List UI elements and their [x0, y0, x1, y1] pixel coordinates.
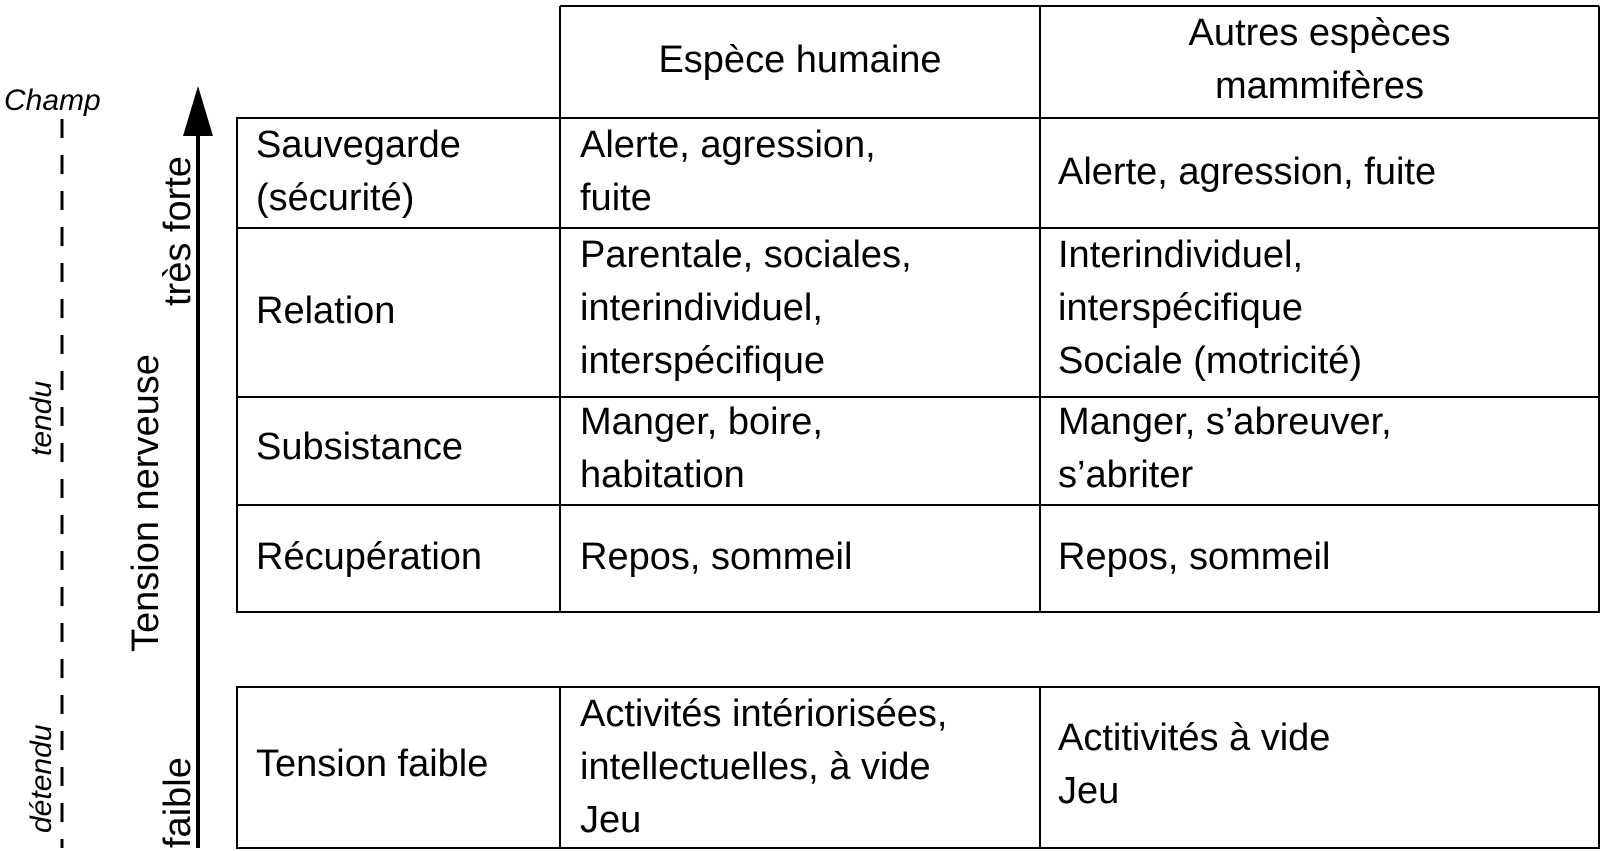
- tendu-label: tendu: [25, 373, 59, 464]
- cell-other-sauvegarde: Alerte, agression, fuite: [1058, 151, 1437, 193]
- cell-human-tension-faible: Activités intériorisées, intellectuelles, à vide Jeu: [580, 693, 948, 841]
- tres-forte-label: très forte: [157, 156, 199, 306]
- detendu-label: détendu: [25, 721, 59, 837]
- tension-axis-arrowhead: [183, 86, 213, 136]
- row-label-subsistance: Subsistance: [256, 426, 464, 468]
- row-label-relation: Relation: [256, 290, 396, 332]
- faible-label: faible: [157, 757, 199, 848]
- row-label-recuperation: Récupération: [256, 536, 483, 578]
- row-label-sauvegarde: Sauvegarde (sécurité): [256, 124, 461, 219]
- champ-label: Champ: [4, 83, 105, 119]
- cell-human-recuperation: Repos, sommeil: [580, 536, 853, 578]
- cell-human-relation: Parentale, sociales, interindividuel, interspécifique: [580, 234, 912, 382]
- row-label-tension-faible: Tension faible: [256, 743, 489, 785]
- cell-human-sauvegarde: Alerte, agression, fuite: [580, 124, 876, 219]
- header-autres-especes: Autres espèces mammifères: [1188, 12, 1451, 107]
- cell-other-relation: Interindividuel, interspécifique Sociale (motricité): [1058, 234, 1363, 382]
- cell-human-subsistance: Manger, boire, habitation: [580, 401, 823, 496]
- header-espece-humaine: Espèce humaine: [658, 39, 942, 81]
- cell-other-subsistance: Manger, s’abreuver, s’abriter: [1058, 401, 1392, 496]
- cell-other-tension-faible: Actitivités à vide Jeu: [1058, 717, 1331, 812]
- tension-nerveuse-label: Tension nerveuse: [125, 354, 167, 652]
- cell-other-recuperation: Repos, sommeil: [1058, 536, 1331, 578]
